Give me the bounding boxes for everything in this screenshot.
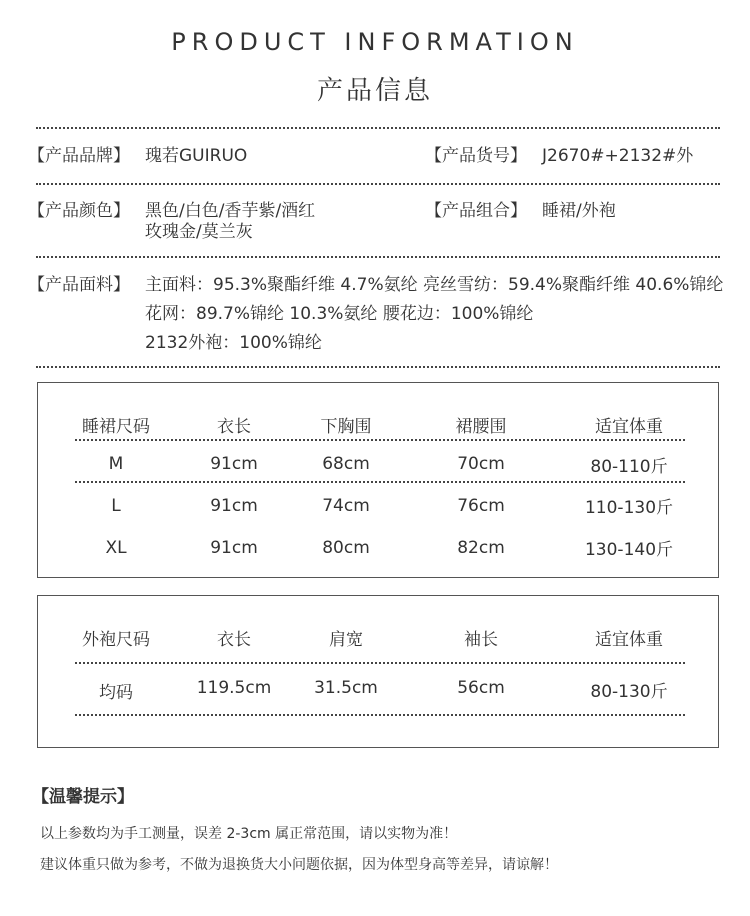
- notice-line-1: 以上参数均为手工测量，误差 2-3cm 属正常范围，请以实物为准！: [40, 826, 458, 842]
- fabric-line-2: 花网：89.7%锦纶 10.3%氨纶 腰花边：100%锦纶: [145, 304, 534, 324]
- table-cell: 80cm: [322, 538, 370, 558]
- brand-label: 【产品品牌】: [28, 146, 130, 166]
- table-header: 适宜体重: [595, 417, 663, 437]
- color-label: 【产品颜色】: [28, 201, 130, 221]
- table-header: 睡裙尺码: [82, 417, 150, 437]
- sku-label: 【产品货号】: [425, 146, 527, 166]
- table-cell: 91cm: [210, 454, 258, 474]
- table-header: 外袍尺码: [82, 630, 150, 650]
- divider: [36, 183, 720, 185]
- table-header: 衣长: [217, 630, 251, 650]
- color-value-line-2: 玫瑰金/莫兰灰: [145, 222, 253, 242]
- table-cell: 91cm: [210, 496, 258, 516]
- table-header: 裙腰围: [455, 417, 507, 437]
- combo-label: 【产品组合】: [425, 201, 527, 221]
- table-cell: 70cm: [457, 454, 505, 474]
- fabric-line-1: 主面料：95.3%聚酯纤维 4.7%氨纶 亮丝雪纺：59.4%聚酯纤维 40.6%锦纶: [145, 275, 724, 295]
- notice-title: 【温馨提示】: [32, 787, 134, 807]
- table-cell: 110-130斤: [584, 498, 674, 518]
- sku-value: J2670#+2132#外: [542, 146, 694, 166]
- fabric-label: 【产品面料】: [28, 275, 130, 295]
- dress-size-table: [37, 382, 719, 578]
- notice-line-2: 建议体重只做为参考，不做为退换货大小问题依据，因为体型身高等差异，请谅解！: [40, 857, 558, 873]
- title-english: PRODUCT INFORMATION: [171, 28, 579, 56]
- table-header: 衣长: [217, 417, 251, 437]
- table-cell: M: [108, 454, 124, 474]
- divider: [75, 662, 685, 664]
- divider: [75, 714, 685, 716]
- table-cell: 68cm: [322, 454, 370, 474]
- table-header: 适宜体重: [595, 630, 663, 650]
- table-cell: 82cm: [457, 538, 505, 558]
- brand-value: 瑰若GUIRUO: [145, 146, 248, 166]
- table-cell: 80-130斤: [590, 682, 668, 702]
- table-cell: 119.5cm: [196, 678, 272, 698]
- title-chinese: 产品信息: [316, 76, 433, 106]
- color-value-line-1: 黑色/白色/香芋紫/酒红: [145, 201, 316, 221]
- table-cell: XL: [105, 538, 127, 558]
- table-cell: 76cm: [457, 496, 505, 516]
- table-header: 下胸围: [320, 417, 372, 437]
- table-cell: 91cm: [210, 538, 258, 558]
- divider: [36, 366, 720, 368]
- divider: [75, 439, 685, 441]
- table-header: 肩宽: [329, 630, 363, 650]
- table-cell: 31.5cm: [314, 678, 378, 698]
- robe-size-table: [37, 595, 719, 748]
- table-header: 袖长: [464, 630, 498, 650]
- table-cell: 均码: [99, 683, 133, 703]
- divider: [75, 481, 685, 483]
- table-cell: 74cm: [322, 496, 370, 516]
- divider: [36, 127, 720, 129]
- fabric-line-3: 2132外袍：100%锦纶: [145, 333, 322, 353]
- combo-value: 睡裙/外袍: [542, 201, 616, 221]
- table-cell: L: [111, 496, 121, 516]
- table-cell: 56cm: [457, 678, 505, 698]
- table-cell: 130-140斤: [584, 540, 674, 560]
- divider: [36, 256, 720, 258]
- table-cell: 80-110斤: [590, 457, 668, 477]
